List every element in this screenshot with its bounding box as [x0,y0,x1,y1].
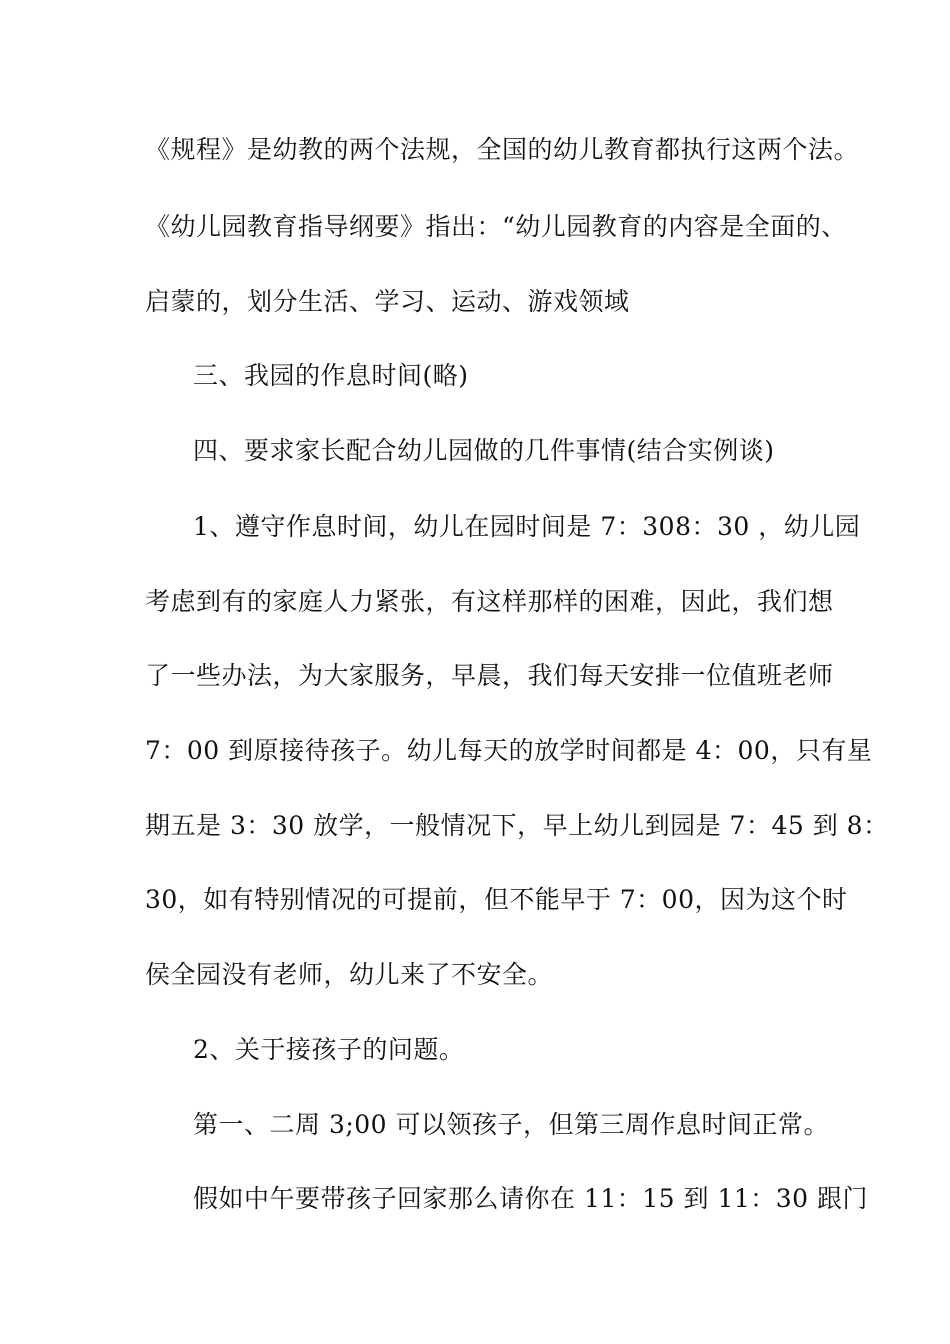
paragraph-line: 《幼儿园教育指导纲要》指出：“幼儿园教育的内容是全面的、 [145,212,847,241]
paragraph-line: 2、关于接孩子的问题。 [193,1035,465,1064]
paragraph-line: 了一些办法，为大家服务，早晨，我们每天安排一位值班老师 [145,661,834,690]
paragraph-line: 假如中午要带孩子回家那么请你在 11：15 到 11：30 跟门 [193,1184,869,1213]
paragraph-line: 《规程》是幼教的两个法规，全国的幼儿教育都执行这两个法。 [145,135,860,164]
section-heading: 三、我园的作息时间(略) [193,361,469,390]
paragraph-line: 7：00 到原接待孩子。幼儿每天的放学时间都是 4：00，只有星 [145,736,873,765]
paragraph-line: 第一、二周 3;00 可以领孩子，但第三周作息时间正常。 [193,1110,830,1139]
paragraph-line: 考虑到有的家庭人力紧张，有这样那样的困难，因此，我们想 [145,587,834,616]
paragraph-line: 期五是 3：30 放学，一般情况下，早上幼儿到园是 7：45 到 8： [145,811,889,840]
paragraph-line: 30，如有特别情况的可提前，但不能早于 7：00，因为这个时 [145,885,848,914]
section-heading: 四、要求家长配合幼儿园做的几件事情(结合实例谈) [193,436,775,465]
paragraph-line: 1、遵守作息时间，幼儿在园时间是 7：308：30 ，幼儿园 [193,512,861,541]
paragraph-line: 启蒙的，划分生活、学习、运动、游戏领域 [145,287,630,316]
paragraph-line: 侯全园没有老师，幼儿来了不安全。 [145,960,554,989]
